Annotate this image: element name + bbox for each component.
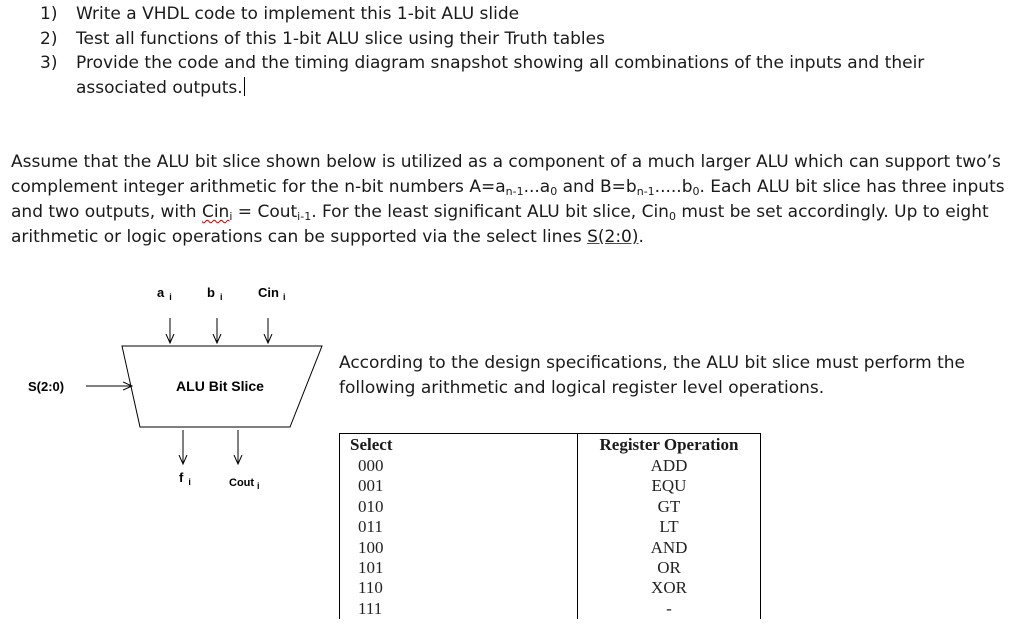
para-text: Cin xyxy=(201,202,230,222)
operation-name: EQU xyxy=(578,476,761,496)
subscript: 0 xyxy=(692,185,700,198)
text-cursor xyxy=(244,77,245,96)
instruction-number: 3) xyxy=(40,53,58,73)
subscript: n-1 xyxy=(505,185,524,198)
operation-name: LT xyxy=(578,517,761,537)
select-code: 111 xyxy=(340,599,578,619)
alu-block-label: ALU Bit Slice xyxy=(176,378,264,394)
select-code: 011 xyxy=(340,517,578,537)
table-row xyxy=(340,476,761,496)
para-text: and B=b xyxy=(557,177,637,197)
table-row xyxy=(340,497,761,517)
select-code: 101 xyxy=(340,558,578,578)
para-text: . xyxy=(638,227,644,247)
instruction-text-editable[interactable] xyxy=(76,51,1018,100)
assumption-paragraph xyxy=(11,150,1021,250)
table-header-row xyxy=(340,434,761,457)
instruction-number: 1) xyxy=(40,4,58,24)
instruction-text: Provide the code and the timing diagram snapshot showing all combinations of the inputs and their associated outputs. xyxy=(76,53,925,98)
input-cin-label: Cin $_i$ xyxy=(258,285,286,302)
table-row xyxy=(340,456,761,476)
operations-table xyxy=(339,433,761,619)
column-header-select: Select xyxy=(340,434,578,457)
select-code: 100 xyxy=(340,538,578,558)
select-label: S(2:0) xyxy=(28,379,65,394)
para-text: .....b xyxy=(654,177,693,197)
instruction-text: Write a VHDL code to implement this 1-bit ALU slide xyxy=(76,4,520,24)
instruction-item xyxy=(18,27,1018,52)
design-description: According to the design specifications, the ALU bit slice must perform the following arithmetic and logical register level operations. xyxy=(339,353,965,398)
instruction-item xyxy=(18,51,1018,100)
operation-name: - xyxy=(578,599,761,619)
select-lines-ref: S(2:0) xyxy=(587,227,639,247)
operation-name: OR xyxy=(578,558,761,578)
input-a-label: a $_i$ xyxy=(157,285,172,302)
input-b-label: b $_i$ xyxy=(207,285,223,302)
para-text: Assume that the ALU bit slice shown below is utilized as a component of a much larger ALU which can support two’s complement integer arithmetic for the n-bit numbers A=a xyxy=(11,152,1001,197)
para-text: must be set accordingly. Up to eight arithmetic or logic operations can be supported via the select lines xyxy=(11,202,989,247)
instruction-item xyxy=(18,2,1018,27)
instruction-text: Test all functions of this 1-bit ALU slice using their Truth tables xyxy=(76,28,605,49)
operation-name: GT xyxy=(578,497,761,517)
operation-name: ADD xyxy=(578,456,761,476)
spellcheck-word xyxy=(202,202,232,222)
para-text: ...a xyxy=(523,177,551,197)
select-code: 010 xyxy=(340,497,578,517)
subscript: n-1 xyxy=(636,185,655,198)
subscript: 0 xyxy=(668,210,676,223)
output-cout-label: Cout $_i$ xyxy=(229,477,260,491)
table-row xyxy=(340,599,761,619)
operation-name: XOR xyxy=(578,578,761,598)
para-text: . For the least significant ALU bit slice, Cin xyxy=(311,202,669,222)
table-row xyxy=(340,538,761,558)
para-text: . Each ALU bit slice has three inputs and two outputs, with xyxy=(11,177,1005,222)
para-text: = Cout xyxy=(232,202,298,222)
instruction-list xyxy=(18,2,1018,100)
operation-name: AND xyxy=(578,538,761,558)
select-code: 001 xyxy=(340,476,578,496)
table-row xyxy=(340,517,761,537)
output-f-label: f $_i$ xyxy=(179,470,191,487)
select-code: 110 xyxy=(340,578,578,598)
alu-diagram xyxy=(0,270,340,500)
select-code: 000 xyxy=(340,456,578,476)
subscript: i-1 xyxy=(297,210,312,223)
column-header-operation: Register Operation xyxy=(578,434,761,457)
table-row xyxy=(340,558,761,578)
subscript: i xyxy=(229,210,233,223)
table-row xyxy=(340,578,761,598)
subscript: 0 xyxy=(550,185,558,198)
instruction-number: 2) xyxy=(40,28,58,49)
